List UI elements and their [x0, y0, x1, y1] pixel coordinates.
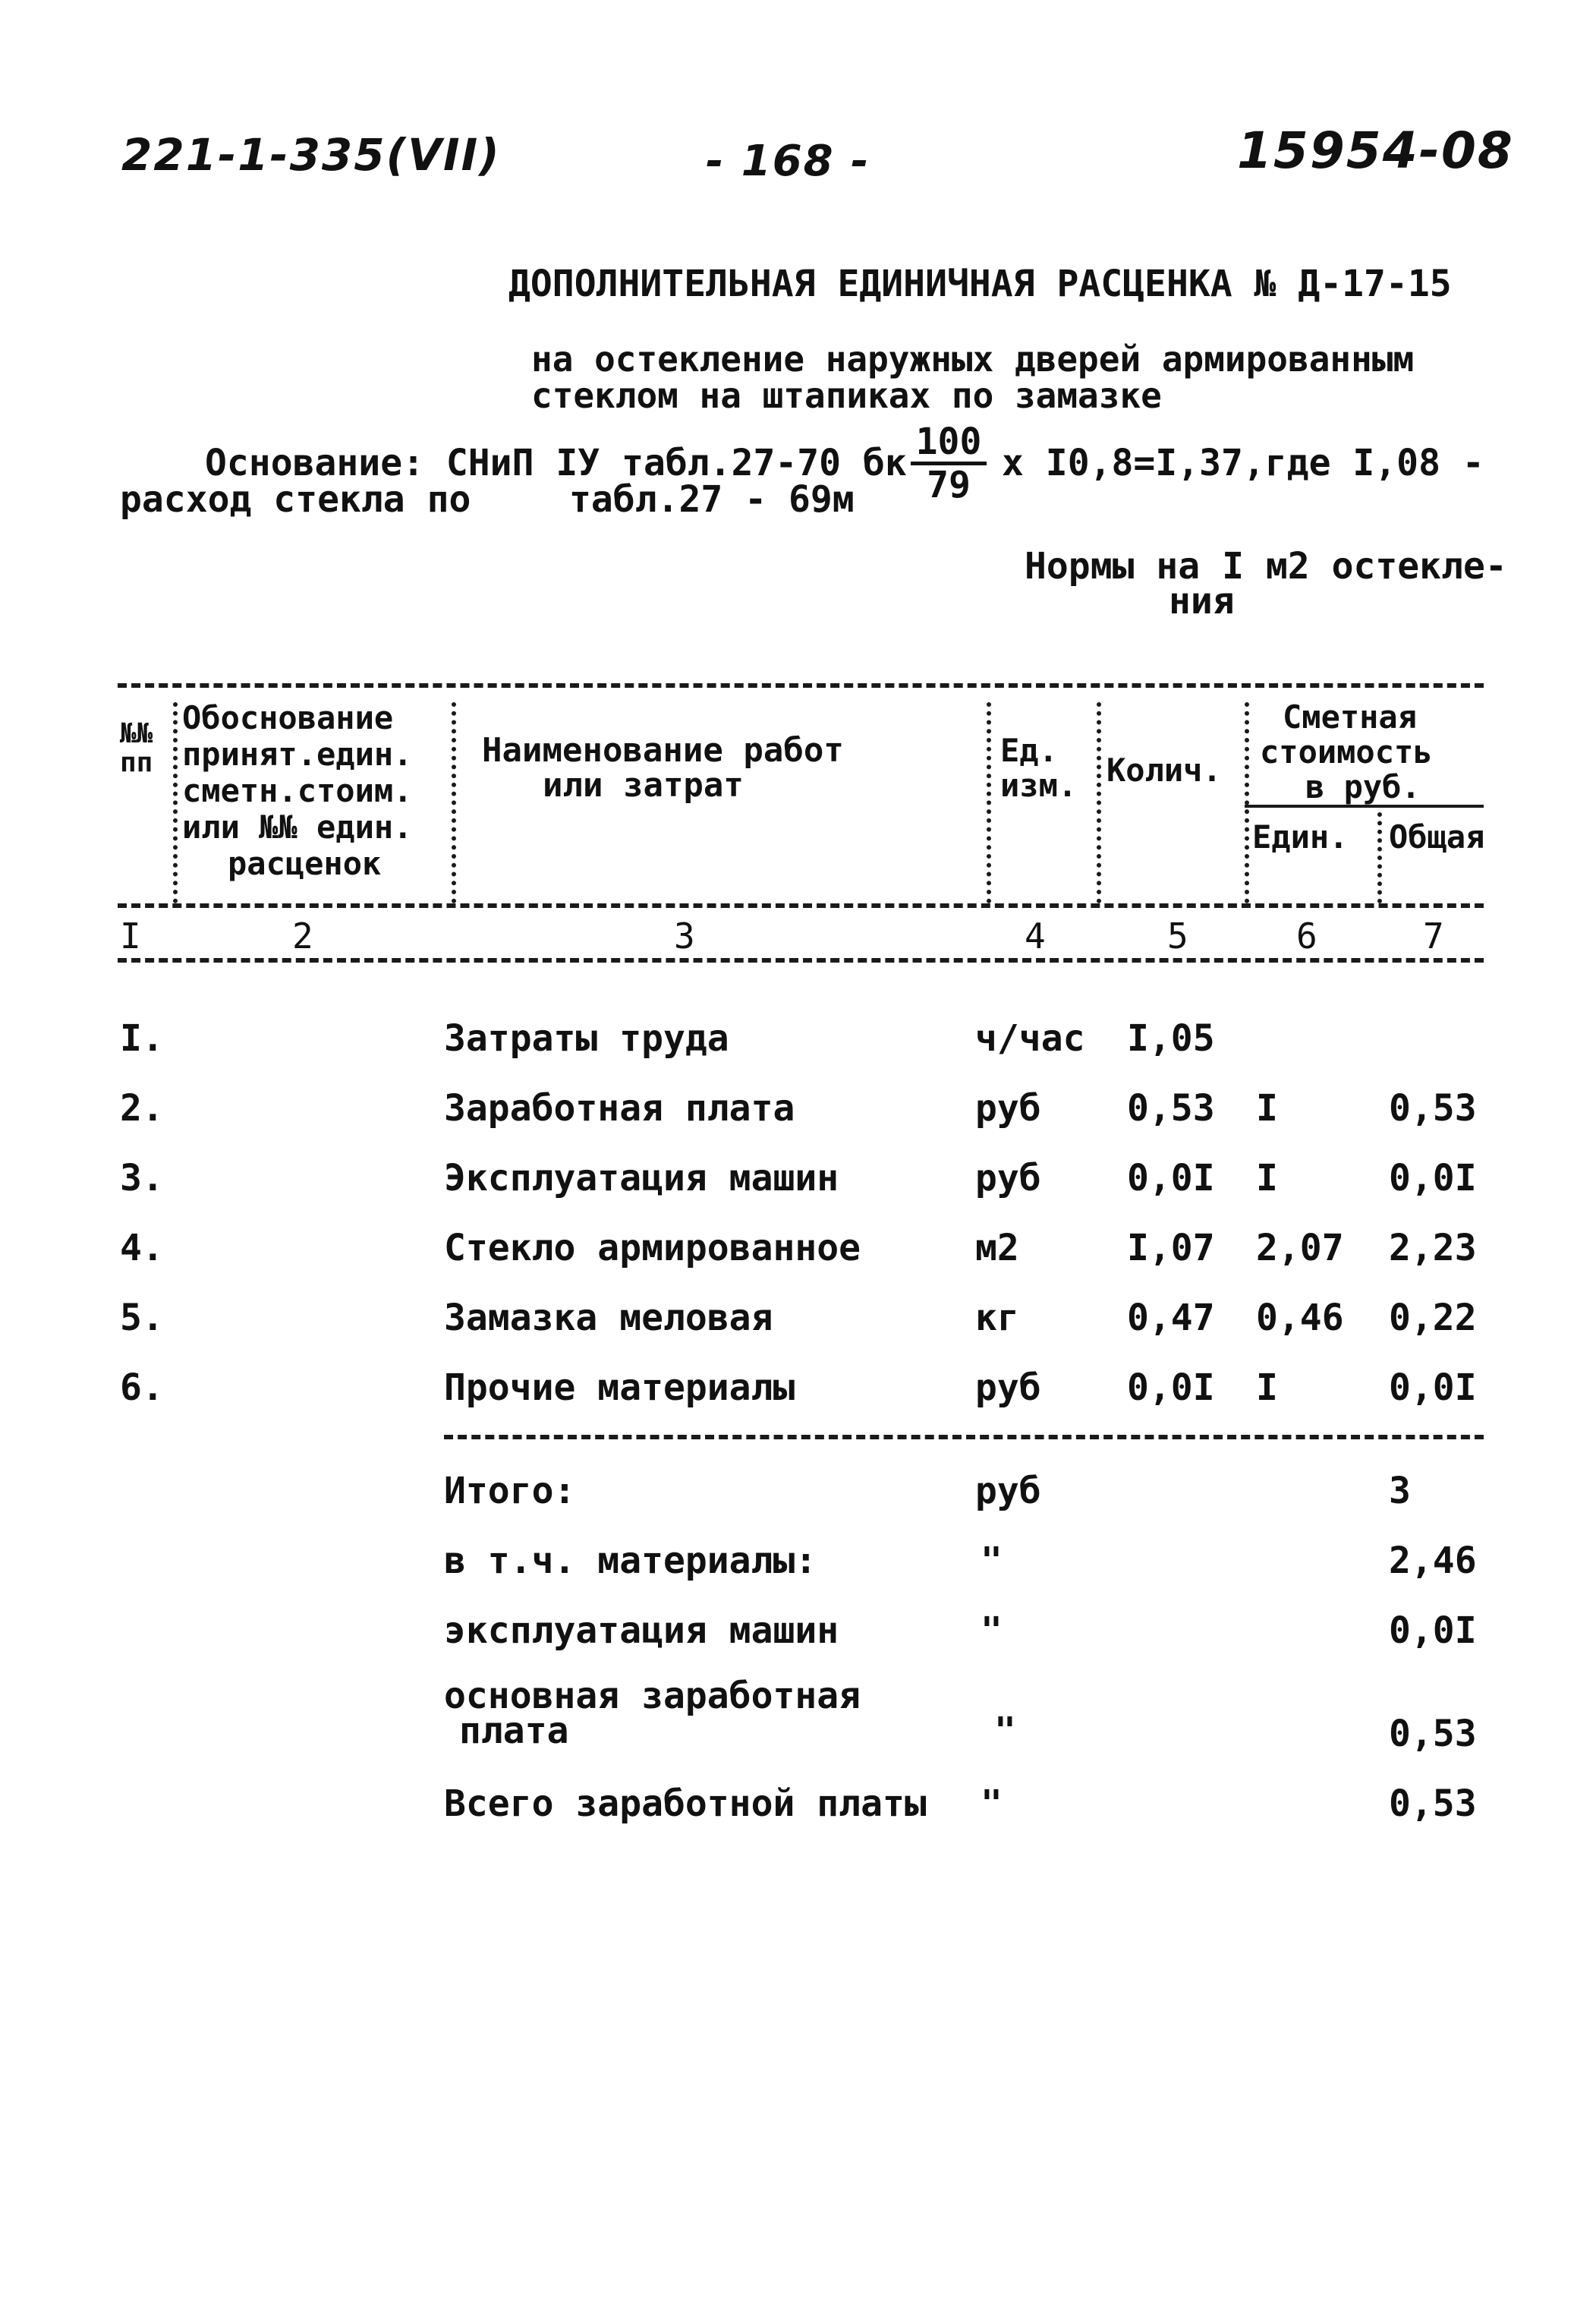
row-total: 0,22 — [1389, 1297, 1477, 1339]
header-col3 — [482, 733, 844, 803]
totals-label: основная заработная — [444, 1675, 861, 1717]
row-qty: I,07 — [1127, 1227, 1215, 1269]
header-col1 — [120, 720, 153, 777]
totals-label: Всего заработной платы — [444, 1782, 927, 1825]
col-separator-6 — [1377, 812, 1382, 903]
subtitle-line1: на остекление наружных дверей армированным — [531, 339, 1415, 380]
totals-unit: руб — [975, 1470, 1041, 1512]
norms-line2: ния — [1169, 580, 1235, 622]
fraction-numerator: 100 — [911, 422, 987, 465]
page-number: - 168 - — [706, 137, 870, 186]
table-number-rule — [118, 958, 1484, 963]
totals-value: 0,53 — [1389, 1782, 1477, 1825]
row-number: 6. — [120, 1366, 164, 1409]
totals-unit: " — [981, 1540, 1003, 1582]
row-total: 0,0I — [1389, 1157, 1477, 1199]
row-unit-price: I — [1256, 1087, 1278, 1130]
totals-row — [0, 1675, 1596, 1766]
colnum-3: 3 — [674, 916, 695, 957]
basis-fraction — [911, 422, 987, 505]
header-cost-line3: в руб. — [1305, 768, 1421, 805]
row-name: Заработная плата — [444, 1087, 795, 1130]
totals-unit: " — [994, 1710, 1016, 1752]
table-row — [0, 1017, 1596, 1070]
row-name: Стекло армированное — [444, 1227, 861, 1269]
totals-row — [0, 1540, 1596, 1593]
row-name: Затраты труда — [444, 1017, 729, 1060]
header-col4 — [1000, 733, 1077, 803]
basis-line2a: расход стекла по — [120, 478, 471, 521]
header-col6: Един. — [1252, 818, 1349, 856]
row-unit: руб — [975, 1087, 1041, 1130]
row-number: I. — [120, 1017, 164, 1060]
document-title: ДОПОЛНИТЕЛЬНАЯ ЕДИНИЧНАЯ РАСЦЕНКА № Д-17-15 — [508, 263, 1452, 305]
totals-value: 3 — [1389, 1470, 1411, 1512]
row-qty: 0,0I — [1127, 1366, 1215, 1409]
row-unit: м2 — [975, 1227, 1019, 1269]
row-name: Эксплуатация машин — [444, 1157, 839, 1199]
totals-label: в т.ч. материалы: — [444, 1540, 817, 1582]
row-qty: 0,0I — [1127, 1157, 1215, 1199]
basis-text: Основание: СНиП IУ табл.27-70 бк — [205, 442, 907, 484]
norms-line1: Нормы на I м2 остекле- — [1025, 545, 1507, 588]
table-row — [0, 1227, 1596, 1280]
row-unit: ч/час — [975, 1017, 1085, 1060]
totals-row — [0, 1470, 1596, 1523]
document-code-left: 221-1-335(VII) — [121, 129, 501, 181]
row-number: 5. — [120, 1297, 164, 1339]
row-qty: 0,47 — [1127, 1297, 1215, 1339]
totals-unit: " — [981, 1782, 1003, 1825]
table-row — [0, 1087, 1596, 1140]
totals-value: 0,53 — [1389, 1713, 1477, 1755]
row-unit-price: 2,07 — [1256, 1227, 1344, 1269]
totals-rule — [444, 1435, 1484, 1439]
table-row — [0, 1366, 1596, 1420]
header-col3-line2: или затрат — [543, 766, 744, 805]
row-unit-price: I — [1256, 1366, 1278, 1409]
basis-line1 — [205, 443, 907, 483]
row-unit-price: 0,46 — [1256, 1297, 1344, 1339]
row-number: 2. — [120, 1087, 164, 1130]
table-header-rule — [118, 903, 1484, 908]
totals-unit: " — [981, 1609, 1003, 1652]
document-code-right: 15954-08 — [1237, 121, 1514, 180]
header-col2-line5: расценок — [228, 845, 382, 882]
basis-formula: x I0,8=I,37,где I,08 - — [1002, 442, 1484, 484]
row-name: Прочие материалы — [444, 1366, 795, 1409]
fraction-denominator: 79 — [927, 464, 971, 506]
row-number: 3. — [120, 1157, 164, 1199]
totals-value: 2,46 — [1389, 1540, 1477, 1582]
totals-row — [0, 1782, 1596, 1836]
table-top-rule — [118, 683, 1484, 688]
header-col3-line1: Наименование работ — [482, 731, 844, 770]
colnum-7: 7 — [1423, 916, 1444, 957]
totals-label: Итого: — [444, 1470, 576, 1512]
totals-label-line2: плата — [459, 1710, 569, 1752]
row-total: 0,53 — [1389, 1087, 1477, 1130]
header-col1-line2: пп — [120, 747, 153, 778]
totals-value: 0,0I — [1389, 1609, 1477, 1652]
colnum-4: 4 — [1025, 916, 1046, 957]
table-row — [0, 1297, 1596, 1350]
row-unit: руб — [975, 1157, 1041, 1199]
header-col7: Общая — [1389, 818, 1485, 856]
header-col4-line1: Ед. — [1000, 732, 1058, 769]
colnum-1: I — [120, 916, 141, 957]
col-separator-4 — [1097, 702, 1101, 903]
totals-label: эксплуатация машин — [444, 1609, 839, 1652]
header-col2 — [182, 700, 412, 882]
basis-line2b: табл.27 - 69м — [569, 478, 855, 521]
colnum-6: 6 — [1296, 916, 1317, 957]
header-col2-line4: или №№ един. — [182, 808, 413, 846]
col-separator-2 — [452, 702, 456, 903]
row-name: Замазка меловая — [444, 1297, 773, 1339]
header-col2-line2: принят.един. — [182, 736, 413, 773]
colnum-5: 5 — [1167, 916, 1188, 957]
header-col1-line1: №№ — [120, 718, 153, 749]
subtitle-line2: стеклом на штапиках по замазке — [531, 375, 1162, 416]
header-cost — [1260, 700, 1433, 805]
totals-row — [0, 1609, 1596, 1663]
row-unit: руб — [975, 1366, 1041, 1409]
row-unit-price: I — [1256, 1157, 1278, 1199]
row-total: 0,0I — [1389, 1366, 1477, 1409]
colnum-2: 2 — [292, 916, 313, 957]
row-unit: кг — [975, 1297, 1019, 1339]
row-qty: I,05 — [1127, 1017, 1215, 1060]
row-number: 4. — [120, 1227, 164, 1269]
header-cost-line2: стоимость — [1260, 733, 1433, 771]
header-col5: Колич. — [1106, 752, 1222, 789]
col-separator-5 — [1245, 702, 1249, 903]
row-qty: 0,53 — [1127, 1087, 1215, 1130]
header-col2-line3: сметн.стоим. — [182, 772, 413, 809]
col-separator-3 — [987, 702, 991, 903]
row-total: 2,23 — [1389, 1227, 1477, 1269]
header-col4-line2: изм. — [1000, 767, 1078, 804]
col-separator-1 — [173, 702, 178, 903]
header-cost-line1: Сметная — [1283, 698, 1418, 736]
table-row — [0, 1157, 1596, 1210]
header-col2-line1: Обоснование — [182, 699, 394, 736]
